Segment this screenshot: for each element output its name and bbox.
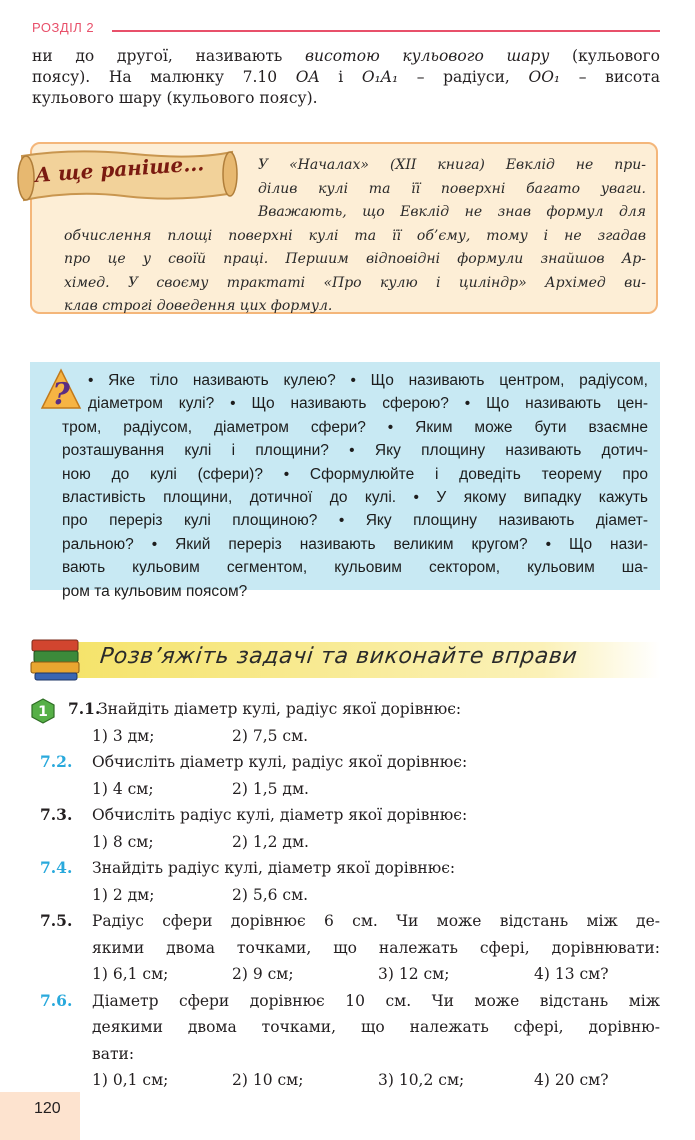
task-number: 7.1. <box>68 699 101 718</box>
task-7-5 <box>40 908 660 988</box>
task-text: вати: <box>92 1044 135 1063</box>
task-answer: 1) 6,1 см; <box>92 965 169 983</box>
task-list <box>40 696 660 1094</box>
exercises-banner-title: Розв’яжіть задачі та виконайте вправи <box>98 644 579 669</box>
task-7-1 <box>40 696 660 749</box>
task-answer: 2) 5,6 см. <box>232 885 309 904</box>
question-line: тром, радіусом, діаметром сфери? • Яким може бути взаємне <box>62 418 648 436</box>
task-answer: 1) 4 см; <box>92 779 154 798</box>
task-answer: 2) 1,5 дм. <box>232 779 309 798</box>
history-line: обчислення площі поверхні кулі та її об’єму, тому і не згадав <box>64 227 646 244</box>
task-text: Обчисліть діаметр кулі, радіус якої дорівнює: <box>92 753 468 771</box>
history-line: ділив кулі та її поверхні багато уваги. <box>258 180 646 197</box>
question-line: розташування кулі і площини? • Яку площину називають дотич- <box>62 442 648 460</box>
task-number: 7.4. <box>40 858 73 877</box>
intro-paragraph <box>32 46 660 109</box>
task-answer: 2) 1,2 дм. <box>232 832 309 851</box>
question-line: властивість площини, дотичної до кулі. • У якому випадку кажуть <box>62 488 648 506</box>
task-answer: 4) 13 см? <box>534 965 609 983</box>
task-answer: 2) 7,5 см. <box>232 726 309 745</box>
question-line: про переріз кулі площиною? • Яку площину називають діамет- <box>62 512 648 530</box>
intro-line-1: ни до другої, називають висотою кульового шару (кульового <box>32 47 661 65</box>
section-label: РОЗДІЛ 2 <box>32 20 95 35</box>
question-line: вають кульовим сегментом, кульовим сектором, кульовим ша- <box>62 559 648 577</box>
task-number: 7.3. <box>40 805 73 824</box>
question-mark-icon <box>40 368 82 414</box>
task-answer: 1) 8 см; <box>92 832 154 851</box>
task-text: Радіус сфери дорівнює 6 см. Чи може відстань між де- <box>92 912 660 930</box>
task-answer: 1) 3 дм; <box>92 726 155 745</box>
question-line: ною до кулі (сфери)? • Сформулюйте і доведіть теорему про <box>62 465 648 483</box>
question-line: • Яке тіло називають кулею? • Що називають центром, радіусом, <box>88 372 648 389</box>
task-7-6 <box>40 988 660 1094</box>
question-line: діаметром кулі? • Що називають сферою? • Що називають цен- <box>88 395 648 413</box>
header-rule <box>112 30 660 32</box>
task-text: Діаметр сфери дорівнює 10 см. Чи може відстань між <box>92 991 660 1010</box>
history-text-top <box>258 154 646 225</box>
task-answer: 2) 9 см; <box>232 965 294 983</box>
question-line: ром та кульовим поясом? <box>62 582 248 600</box>
task-answer: 4) 20 см? <box>534 1071 609 1089</box>
history-text-bottom <box>64 225 646 319</box>
history-title: А ще раніше... <box>34 151 205 187</box>
task-text: деякими двома точками, що належать сфері, дорівню- <box>92 1018 660 1036</box>
task-answer: 2) 10 см; <box>232 1071 304 1089</box>
task-number: 7.2. <box>40 752 73 771</box>
task-text: якими двома точками, що належать сфері, дорівнювати: <box>92 938 660 957</box>
history-line: клав строгі доведення цих формул. <box>64 298 333 314</box>
task-7-3 <box>40 802 660 855</box>
svg-text:1: 1 <box>38 704 48 720</box>
task-answer: 3) 10,2 см; <box>378 1071 465 1089</box>
intro-line-2: поясу). На малюнку 7.10 OA і O₁A₁ – радіуси, OO₁ – висота <box>32 68 660 86</box>
history-line: Вважають, що Евклід не знав формул для <box>258 204 646 220</box>
task-7-2 <box>40 749 660 802</box>
task-answer: 1) 2 дм; <box>92 885 155 904</box>
history-line: У «Началах» (XII книга) Евклід не при- <box>258 157 646 173</box>
page-number: 120 <box>34 1100 61 1117</box>
question-line: ральною? • Який переріз називають великим кругом? • Що нази- <box>62 535 648 553</box>
books-icon <box>31 640 79 680</box>
task-text: Знайдіть радіус кулі, діаметр якої дорівнює: <box>92 859 456 877</box>
task-7-4 <box>40 855 660 908</box>
intro-line-3: кульового шару (кульового поясу). <box>32 89 318 107</box>
svg-text:?: ? <box>52 377 70 412</box>
task-number: 7.6. <box>40 990 73 1010</box>
questions-text-bottom <box>62 416 648 603</box>
task-number: 7.5. <box>40 911 73 930</box>
history-line: хімед. У своєму трактаті «Про кулю і циліндр» Архімед ви- <box>64 274 646 291</box>
questions-text-top <box>88 369 648 416</box>
task-answer: 3) 12 см; <box>378 965 450 983</box>
task-answer: 1) 0,1 см; <box>92 1071 169 1089</box>
task-text: Знайдіть діаметр кулі, радіус якої дорівнює: <box>98 700 462 718</box>
history-line: про це у своїй праці. Першим відповідні формули знайшов Ар- <box>64 251 646 267</box>
task-text: Обчисліть радіус кулі, діаметр якої дорівнює: <box>92 806 468 824</box>
